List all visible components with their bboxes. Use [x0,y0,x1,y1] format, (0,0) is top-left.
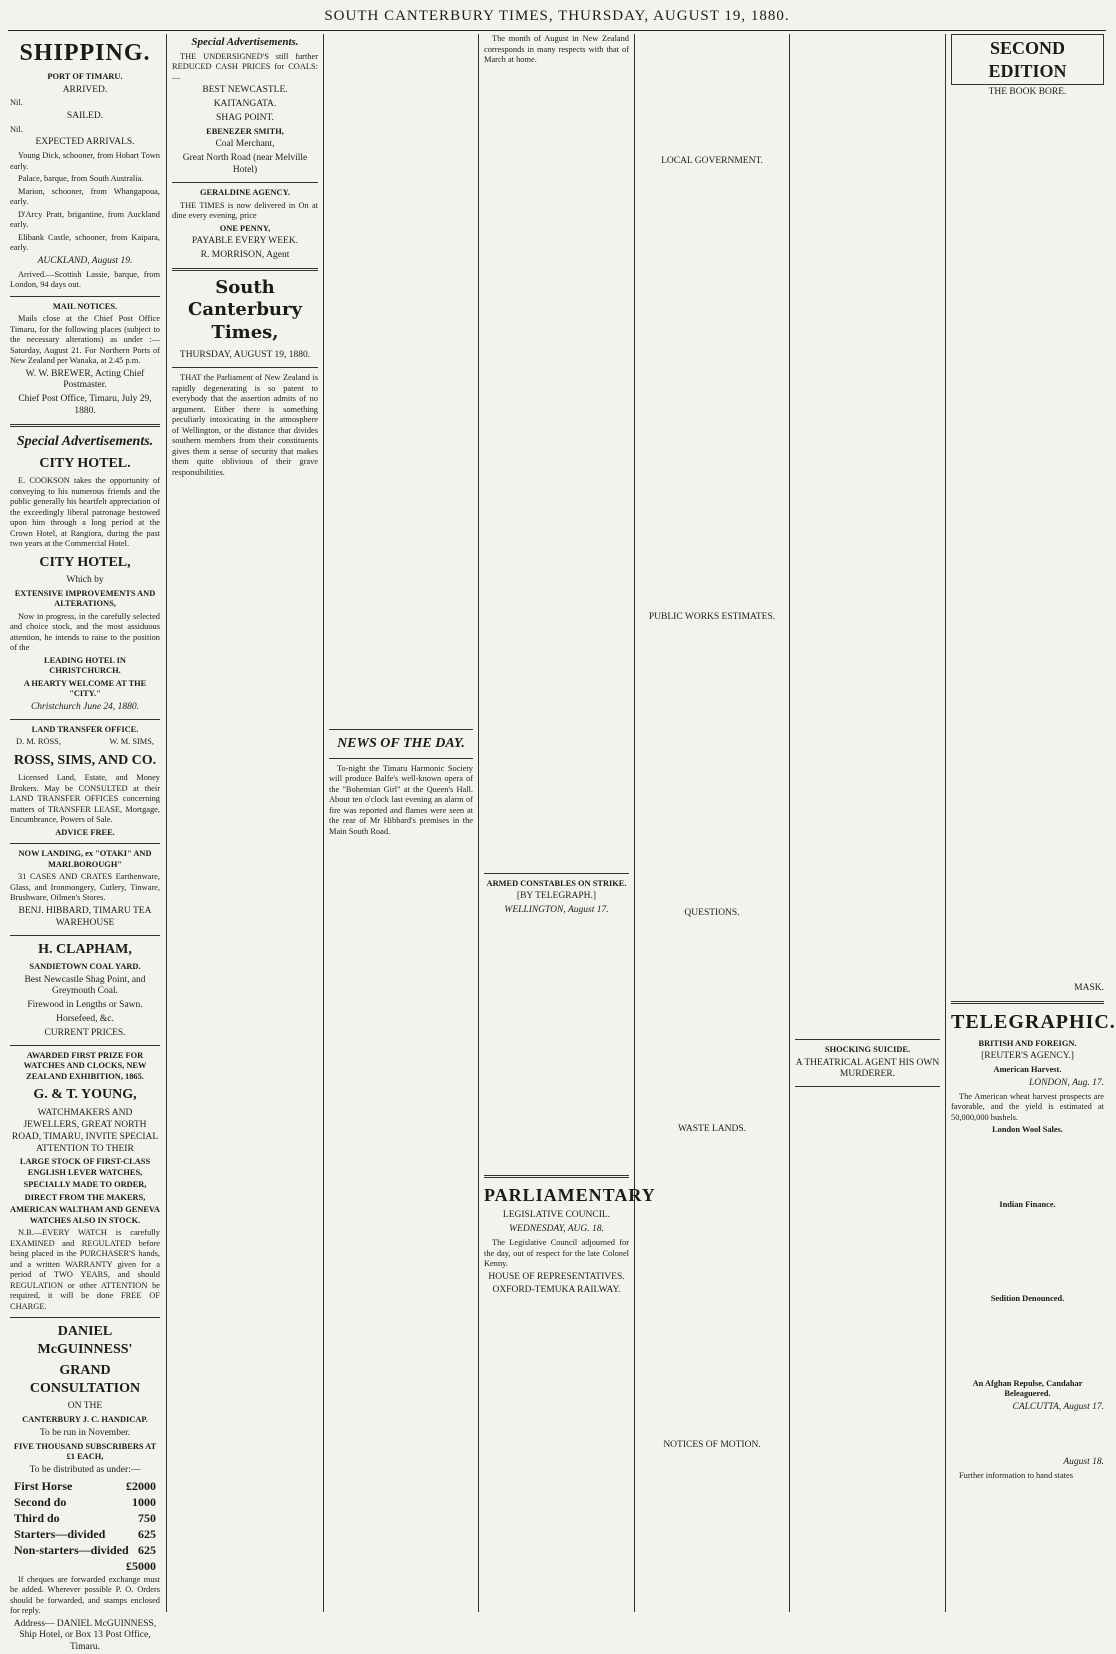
city-hotel-text: E. COOKSON takes the opportunity of conveying to his numerous friends and the public generally his heartfelt appreciation of the exceedingly liberal patronage bestowed upon him through a long period at the Crown Hotel, at Rangiora, during the past two years at the Commercial Hotel. [10,476,160,550]
final-dateline: August 18. [951,1457,1104,1469]
column-3 [329,34,473,1612]
legislative-heading: LEGISLATIVE COUNCIL. [484,1210,629,1222]
expected-label: EXPECTED ARRIVALS. [10,137,160,149]
arrival-item: Palace, barque, from South Australia. [10,174,160,185]
signature: MASK. [951,983,1104,995]
armed-heading: ARMED CONSTABLES ON STRIKE. [484,879,629,890]
public-works-heading: PUBLIC WORKS ESTIMATES. [640,612,784,624]
column-1 [10,34,160,1612]
advice-free: ADVICE FREE. [10,828,160,839]
column-divider [789,34,790,1612]
shipping-heading: SHIPPING. [10,38,160,68]
indian-finance: Indian Finance. [951,1200,1104,1211]
nil-text: Nil. [10,98,160,109]
prize-value: 625 [138,1543,156,1558]
wellington-dateline: WELLINGTON, August 17. [484,905,629,917]
chch-date: Christchurch June 24, 1880. [10,702,160,714]
reuters: [REUTER'S AGENCY.] [951,1051,1104,1063]
hearty-welcome: A HEARTY WELCOME AT THE "CITY." [10,679,160,700]
wool-sales: London Wool Sales. [951,1125,1104,1136]
prize-value: 750 [138,1511,156,1526]
column-divider [478,34,479,1612]
leading-hotel: LEADING HOTEL IN CHRISTCHURCH. [10,656,160,677]
arrival-item: D'Arcy Pratt, brigantine, from Auckland early. [10,210,160,231]
arrival-item: Elibank Castle, schooner, from Kaipara, early. [10,233,160,254]
city-hotel-title: CITY HOTEL. [10,455,160,473]
geraldine-heading: GERALDINE AGENCY. [172,188,318,199]
awarded-heading: AWARDED FIRST PRIZE FOR WATCHES AND CLOCKS, NEW ZEALAND EXHIBITION, 1865. [10,1051,160,1083]
waste-lands-heading: WASTE LANDS. [640,1124,784,1136]
ross-sims-title: ROSS, SIMS, AND CO. [10,752,160,770]
extensive-heading: EXTENSIVE IMPROVEMENTS AND ALTERATIONS, [10,589,160,610]
paper-date: THURSDAY, AUGUST 19, 1880. [172,350,318,362]
railway-heading: OXFORD-TEMUKA RAILWAY. [484,1285,629,1297]
column-5 [640,34,784,1612]
prize-label: Non-starters—divided [14,1543,129,1558]
handicap: CANTERBURY J. C. HANDICAP. [10,1415,160,1426]
subscribers: FIVE THOUSAND SUBSCRIBERS AT £1 EACH, [10,1442,160,1463]
harvest-text: The American wheat harvest prospects are favorable, and the yield is estimated at 50,000,000 bushels. [951,1092,1104,1124]
clapham-title: H. CLAPHAM, [10,941,160,959]
news-heading: NEWS OF THE DAY. [329,735,473,753]
column-2 [172,34,318,1612]
kaitangata: KAITANGATA. [172,99,318,111]
american-watches: AMERICAN WALTHAM AND GENEVA WATCHES ALSO IN STOCK. [10,1205,160,1226]
ross-name: D. M. ROSS, [16,737,61,748]
prize-value: 625 [138,1527,156,1542]
arrival-item: Marion, schooner, from Whangapoua, early. [10,187,160,208]
arrival-item: Young Dick, schooner, from Hobart Town early. [10,151,160,172]
auckland-dateline: AUCKLAND, August 19. [10,256,160,268]
cases-text: 31 CASES AND CRATES Earthenware, Glass, and Ironmongery, Cutlery, Tinware, Brushware, Oilmen's Stores. [10,872,160,904]
mail-date: Chief Post Office, Timaru, July 29, 1880. [10,394,160,418]
large-stock: LARGE STOCK OF FIRST-CLASS ENGLISH LEVER WATCHES, [10,1157,160,1178]
city-hotel-body: Now in progress, in the carefully selected and choice stock, and the most assiduous attention, he intends to raise to the position of the [10,612,160,654]
shag-point: SHAG POINT. [172,113,318,125]
american-harvest: American Harvest. [951,1065,1104,1076]
on-the: ON THE [10,1401,160,1413]
arrived-label: ARRIVED. [10,85,160,97]
parliamentary-heading: PARLIAMENTARY [484,1184,629,1207]
column-divider [634,34,635,1612]
sailed-label: SAILED. [10,111,160,123]
prize-label: First Horse [14,1479,72,1494]
prize-label: Second do [14,1495,66,1510]
prize-value: 1000 [132,1495,156,1510]
coal-text: Best Newcastle Shag Point, and Greymouth Coal. [10,975,160,999]
notices-heading: NOTICES OF MOTION. [640,1440,784,1452]
auckland-text: Arrived.—Scottish Lassie, barque, from London, 94 days out. [10,270,160,291]
nil-text: Nil. [10,125,160,136]
geraldine-text: THE TIMES is now delivered in On at dine every evening, price [172,201,318,222]
coal-merchant: Coal Merchant, [172,139,318,151]
port-heading: PORT OF TIMARU. [10,72,160,83]
shocking-suicide-heading: SHOCKING SUICIDE. [795,1045,940,1056]
horsefeed-text: Horsefeed, &c. [10,1014,160,1026]
wednesday-dateline: WEDNESDAY, AUG. 18. [484,1224,629,1236]
british-foreign: BRITISH AND FOREIGN. [951,1039,1104,1050]
special-ads-heading: Special Advertisements. [10,433,160,451]
prize-value: £2000 [126,1479,156,1494]
column-divider [945,34,946,1612]
specially-made: SPECIALLY MADE TO ORDER, [10,1180,160,1191]
firewood-text: Firewood in Lengths or Sawn. [10,1000,160,1012]
current-prices: CURRENT PRICES. [10,1028,160,1040]
land-transfer-heading: LAND TRANSFER OFFICE. [10,725,160,736]
prize-label: Starters—divided [14,1527,105,1542]
watchmakers-text: WATCHMAKERS AND JEWELLERS, GREAT NORTH ROAD, TIMARU, INVITE SPECIAL ATTENTION TO THEIR [10,1108,160,1156]
second-edition-heading: SECOND EDITION [951,34,1104,85]
top-rule [8,30,1106,31]
mcguinness-title: DANIEL McGUINNESS' [10,1323,160,1358]
prize-label: Third do [14,1511,60,1526]
calcutta-dateline: CALCUTTA, August 17. [951,1402,1104,1414]
sedition: Sedition Denounced. [951,1294,1104,1305]
coal-prices-intro: THE UNDERSIGNED'S still further REDUCED CASH PRICES for COALS:— [172,52,318,84]
morrison: R. MORRISON, Agent [172,250,318,262]
prize-total: £5000 [126,1559,156,1574]
mail-text: Mails close at the Chief Post Office Timaru, for the following places (subject to the necessary alterations) as under :—Saturday, August 21. For Northern Ports of New Zealand per Wanaka, at 2.45 p.m. [10,314,160,367]
payable: PAYABLE EVERY WEEK. [172,236,318,248]
leader-text: THAT the Parliament of New Zealand is rapidly degenerating is so patent to everybody that the assertion admits of no argument. Either there is something peculiarly intoxicating in the atmosphere of Wellington, or the distance that divides southern members from their constituents gives them a sense of security that makes them quite oblivious of their grave responsibilities. [172,373,318,478]
direct-makers: DIRECT FROM THE MAKERS, [10,1193,160,1204]
column-divider [166,34,167,1612]
further-text: Further information to hand states [951,1471,1104,1482]
telegraphic-heading: TELEGRAPHIC. [951,1010,1104,1035]
best-newcastle: BEST NEWCASTLE. [172,85,318,97]
one-penny: ONE PENNY, [172,224,318,235]
special-ads-heading: Special Advertisements. [172,36,318,50]
mail-heading: MAIL NOTICES. [10,302,160,313]
news-text: To-night the Timaru Harmonic Society will produce Balfe's well-known opera of the "Bohemian Girl" at the Queen's Hall. About ten o'clock last evening an alarm of fire was reported and flames were seen at the rear of Mr Hibbard's premises in the Main South Road. [329,764,473,838]
column-divider [323,34,324,1612]
theatrical-subheading: A THEATRICAL AGENT HIS OWN MURDERER. [795,1058,940,1082]
smith-title: EBENEZER SMITH, [172,127,318,138]
november: To be run in November. [10,1428,160,1440]
hibbard-sign: BENJ. HIBBARD, TIMARU TEA WAREHOUSE [10,906,160,930]
nb-text: N.B.—EVERY WATCH is carefully EXAMINED and REGULATED before being placed in the PURCHASER'S hands, and a written WARRANTY given for a period of TWO YEARS, and should REGULATION or other ATTENTION be required, it will be done FREE OF CHARGE. [10,1228,160,1312]
house-heading: HOUSE OF REPRESENTATIVES. [484,1272,629,1284]
ross-text: Licensed Land, Estate, and Money Brokers. May be CONSULTED at their LAND TRANSFER OFFICES concerning matters of TRANSFER LEASE, Mortgage, Encumbrance, Powers of Sale. [10,773,160,826]
address-text: Address— DANIEL McGUINNESS, Ship Hotel, or Box 13 Post Office, Timaru. [10,1619,160,1654]
distributed: To be distributed as under:— [10,1465,160,1477]
now-landing: NOW LANDING, ex "OTAKI" AND MARLBOROUGH" [10,849,160,870]
grand-consultation: GRAND CONSULTATION [10,1362,160,1397]
masthead: SOUTH CANTERBURY TIMES, THURSDAY, AUGUST 19, 1880. [0,8,1114,25]
column-4 [484,34,629,1612]
which-by: Which by [10,575,160,587]
book-bore-heading: THE BOOK BORE. [951,87,1104,99]
august-intro: The month of August in New Zealand corresponds in many respects with that of March at home. [484,34,629,66]
telegraph-label: [BY TELEGRAPH.] [484,891,629,903]
local-government-heading: LOCAL GOVERNMENT. [640,156,784,168]
city-hotel-title-2: CITY HOTEL, [10,554,160,572]
council-text: The Legislative Council adjourned for the day, out of respect for the late Colonel Kenny. [484,1238,629,1270]
mail-sign: W. W. BREWER, Acting Chief Postmaster. [10,369,160,393]
great-north: Great North Road (near Melville Hotel) [172,153,318,177]
cheques-text: If cheques are forwarded exchange must be added. Wherever possible P. O. Orders should be forwarded, and stamps enclosed for reply. [10,1575,160,1617]
afghan-repulse: An Afghan Repulse, Candahar Beleaguered. [951,1379,1104,1400]
young-title: G. & T. YOUNG, [10,1086,160,1104]
sandietown-heading: SANDIETOWN COAL YARD. [10,962,160,973]
london-dateline: LONDON, Aug. 17. [951,1078,1104,1090]
column-7 [951,34,1104,1612]
paper-title: South Canterbury Times, [172,277,318,345]
sims-name: W. M. SIMS, [109,737,154,748]
column-6 [795,34,940,1612]
questions-heading: QUESTIONS. [640,908,784,920]
